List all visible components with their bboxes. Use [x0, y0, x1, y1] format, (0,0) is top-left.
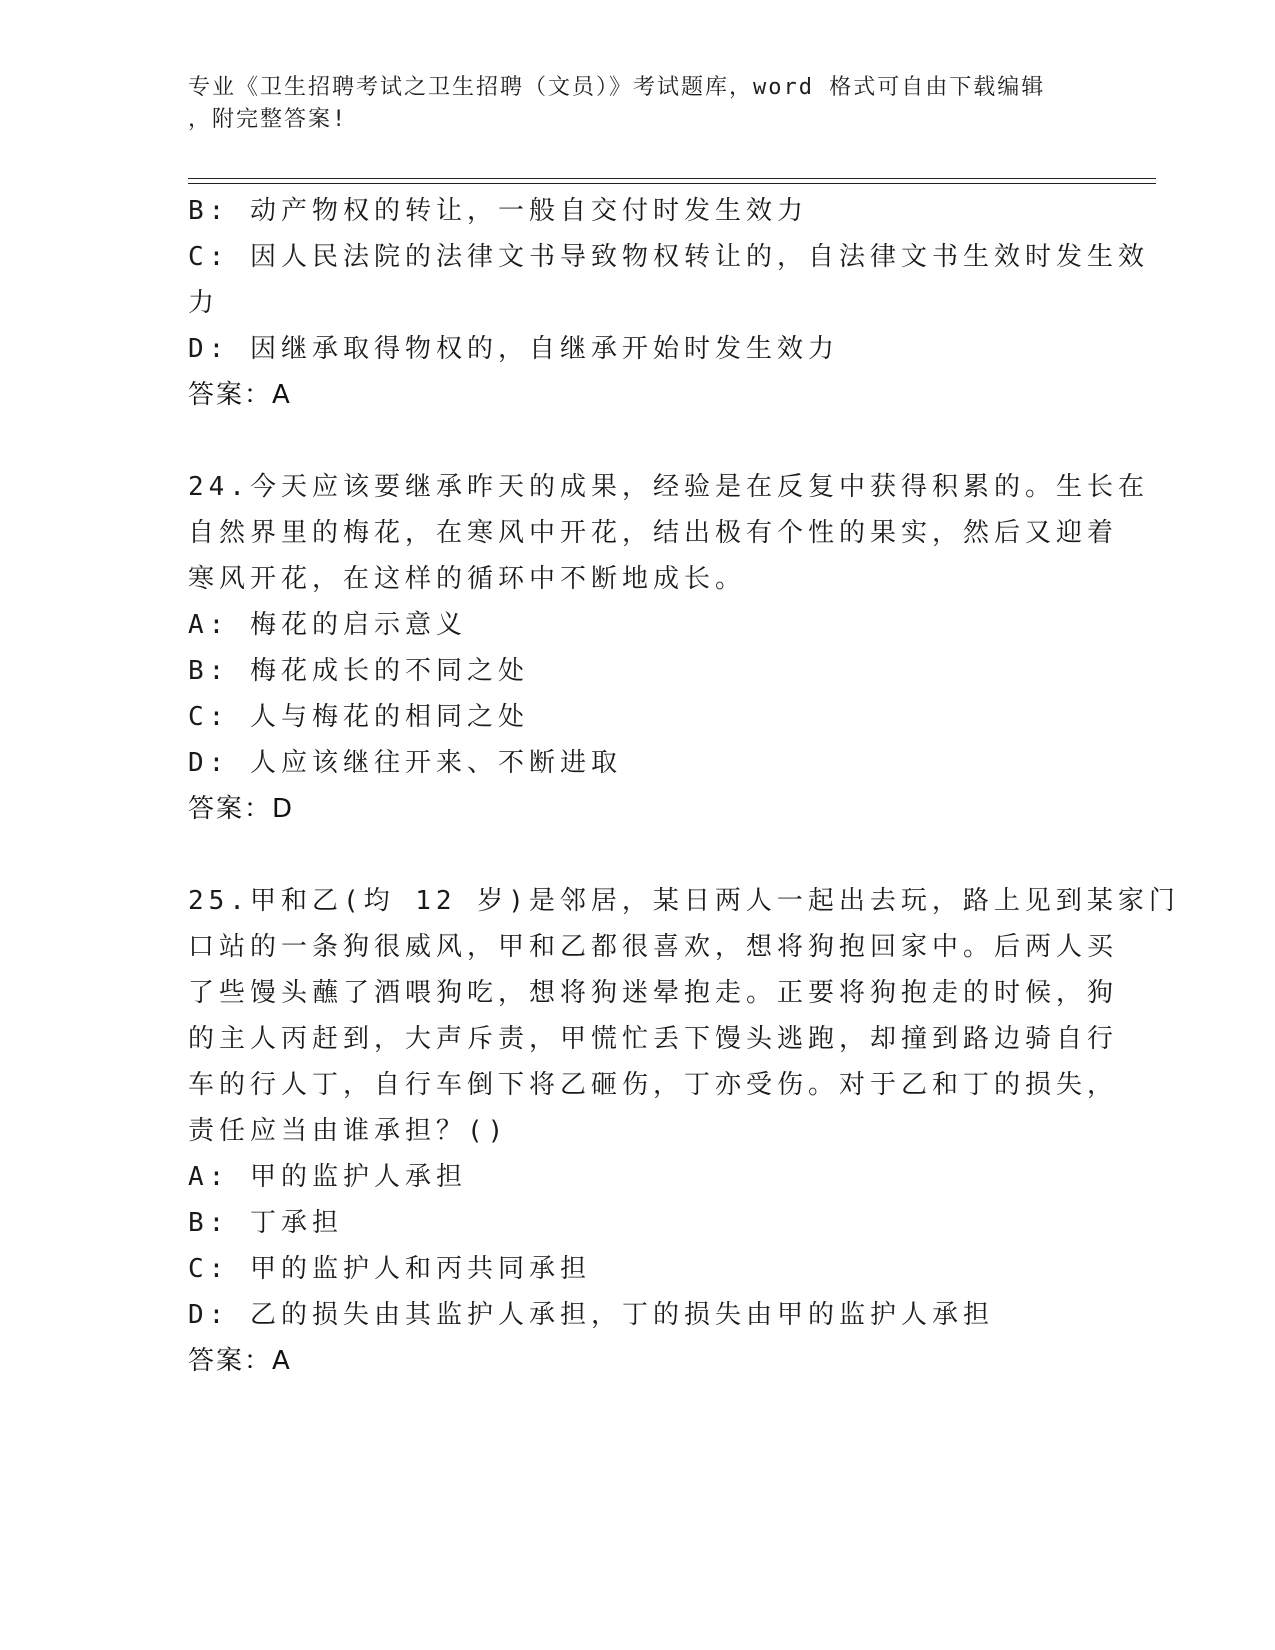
header-divider-top [188, 178, 1156, 179]
document-body [188, 188, 1180, 1384]
option-a: A: 梅花的启示意义 [188, 610, 467, 640]
question-stem-line-5: 车的行人丁，自行车倒下将乙砸伤，丁亦受伤。对于乙和丁的损失， [188, 1070, 1119, 1100]
header-divider-bottom [188, 183, 1156, 184]
option-d: D: 人应该继往开来、不断进取 [188, 748, 622, 778]
question-25 [188, 878, 1180, 1384]
answer: 答案：A [188, 380, 292, 410]
question-stem-line-3: 了些馒头蘸了酒喂狗吃，想将狗迷晕抱走。正要将狗抱走的时候，狗 [188, 978, 1119, 1008]
question-stem-line-2: 口站的一条狗很威风，甲和乙都很喜欢，想将狗抱回家中。后两人买 [188, 932, 1119, 962]
question-stem-line-2: 自然界里的梅花，在寒风中开花，结出极有个性的果实，然后又迎着 [188, 518, 1119, 548]
question-stem-line-6: 责任应当由谁承担？() [188, 1116, 509, 1146]
question-stem-line-1: 25.甲和乙(均 12 岁)是邻居，某日两人一起出去玩，路上见到某家门 [188, 886, 1180, 916]
spacer [188, 832, 1088, 878]
option-c: C: 人与梅花的相同之处 [188, 702, 529, 732]
option-c: C: 甲的监护人和丙共同承担 [188, 1254, 591, 1284]
document-header [188, 72, 1068, 136]
option-c-line-1: C: 因人民法院的法律文书导致物权转让的，自法律文书生效时发生效 [188, 242, 1149, 272]
question-stem-line-3: 寒风开花，在这样的循环中不断地成长。 [188, 564, 747, 594]
option-d: D: 因继承取得物权的，自继承开始时发生效力 [188, 334, 839, 364]
question-23 [188, 188, 1149, 418]
answer: 答案：D [188, 794, 295, 824]
option-b: B: 丁承担 [188, 1208, 343, 1238]
option-b: B: 动产物权的转让，一般自交付时发生效力 [188, 196, 808, 226]
question-stem-line-1: 24.今天应该要继承昨天的成果，经验是在反复中获得积累的。生长在 [188, 472, 1149, 502]
header-line-2: ，附完整答案! [188, 107, 348, 132]
question-24 [188, 464, 1149, 832]
option-a: A: 甲的监护人承担 [188, 1162, 467, 1192]
spacer [188, 418, 1088, 464]
answer: 答案：A [188, 1346, 292, 1376]
option-d: D: 乙的损失由其监护人承担，丁的损失由甲的监护人承担 [188, 1300, 994, 1330]
option-c-line-2: 力 [188, 288, 220, 318]
header-line-1: 专业《卫生招聘考试之卫生招聘（文员）》考试题库，word 格式可自由下载编辑 [188, 75, 1046, 100]
question-stem-line-4: 的主人丙赶到，大声斥责，甲慌忙丢下馒头逃跑，却撞到路边骑自行 [188, 1024, 1119, 1054]
option-b: B: 梅花成长的不同之处 [188, 656, 529, 686]
